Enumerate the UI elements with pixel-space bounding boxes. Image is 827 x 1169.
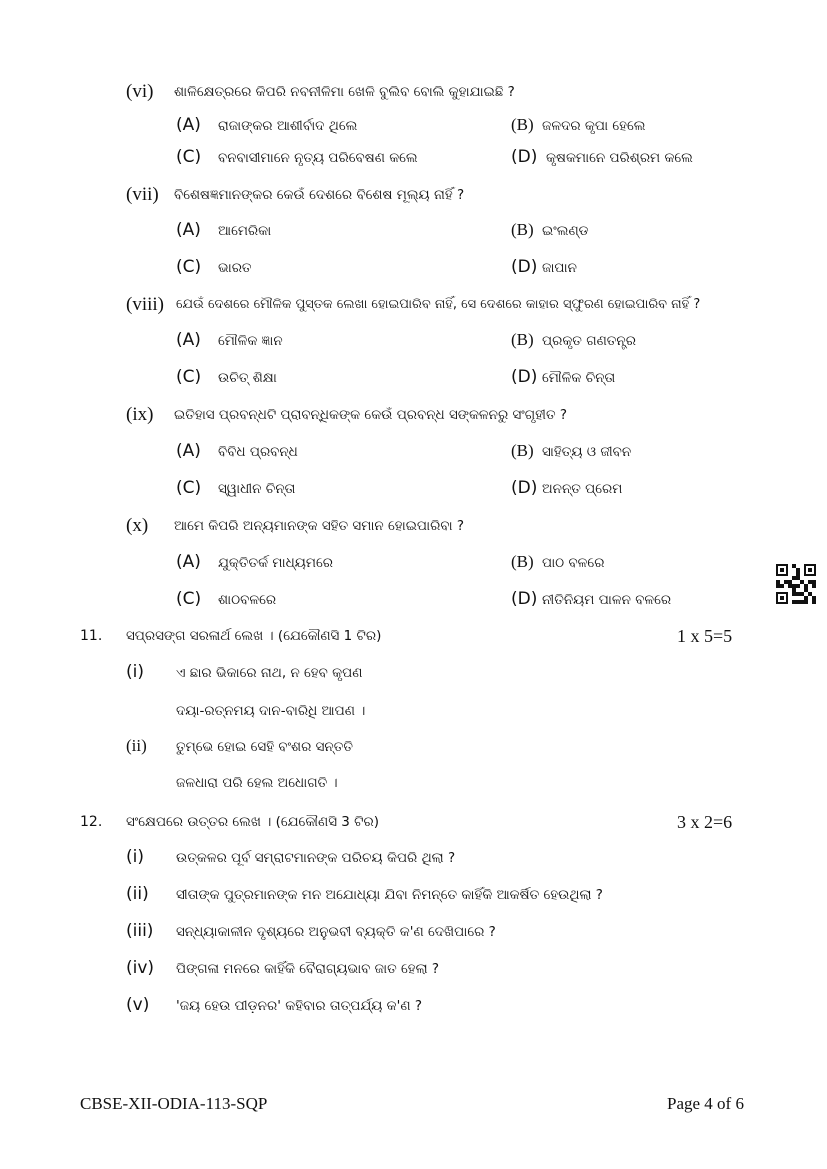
qr-code-icon (776, 564, 816, 604)
option-text: ସ୍ୱାଧୀନ ଚିନ୍ତା (218, 481, 296, 497)
option-text: କୃଷକମାନେ ପରିଶ୍ରମ କଲେ (546, 150, 693, 166)
item-text: ପିଙ୍ଗଳା ମନରେ କାହିଁକି ବୈରାଗ୍ୟଭାବ ଜାତ ହେଲା ? (176, 961, 440, 977)
question-number: (vi) (126, 81, 154, 102)
paper-code: CBSE-XII-ODIA-113-SQP (80, 1094, 268, 1113)
option-label: (D) (511, 478, 538, 498)
option-text: ରାଜାଙ୍କର ଆଶୀର୍ବାଦ ଥିଲେ (218, 118, 358, 134)
item-text: 'ଜୟ ହେଉ ପୀଡ଼ନର' କହିବାର ତାତ୍ପର୍ଯ୍ୟ କ'ଣ ? (176, 998, 423, 1014)
question-text: ଆମେ କିପରି ଅନ୍ୟମାନଙ୍କ ସହିତ ସମାନ ହୋଇପାରିବା ? (174, 518, 465, 534)
question-text: ବିଶେଷଜ୍ଞମାନଙ୍କର କେଉଁ ଦେଶରେ ବିଶେଷ ମୂଲ୍ୟ ନାହିଁ ? (174, 187, 465, 203)
option-label: (D) (511, 589, 538, 609)
option-label: (A) (176, 220, 201, 240)
option-text: ପ୍ରକୃତ ଗଣତନ୍ତ୍ର (542, 333, 636, 349)
option-label: (D) (511, 147, 538, 167)
option-label: (C) (176, 147, 202, 167)
item-text: ଉତ୍କଳର ପୂର୍ବ ସମ୍ରାଟମାନଙ୍କ ପରିଚୟ କିପରି ଥିଲା ? (176, 850, 456, 866)
option-label: (A) (176, 441, 201, 461)
item-text: ସନ୍ଧ୍ୟାକାଳୀନ ଦୃଶ୍ୟରେ ଅନୁଭବୀ ବ୍ୟକ୍ତି କ'ଣ ଦେଖିପାରେ ? (176, 924, 496, 940)
verse-line: ଜଳଧାରା ପରି ହେଲ ଅଧୋଗତି । (176, 775, 338, 791)
option-label: (A) (176, 115, 201, 135)
question-text: ଯେଉଁ ଦେଶରେ ମୌଳିକ ପୁସ୍ତକ ଲେଖା ହୋଇପାରିବ ନାହିଁ, ସେ ଦେଶରେ କାହାର ସ୍ଫୁରଣ ହୋଇପାରିବ ନାହିଁ ? (176, 297, 701, 312)
option-label: (D) (511, 367, 538, 387)
option-text: ସାହିତ୍ୟ ଓ ଜୀବନ (542, 444, 632, 460)
item-label: (ii) (126, 736, 147, 755)
option-label: (C) (176, 478, 202, 498)
option-label: (C) (176, 589, 202, 609)
marks: 1 x 5=5 (677, 626, 733, 646)
question-number: (vii) (126, 184, 159, 205)
question-text: ଶାଳିକ୍ଷେତ୍ରରେ କିପରି ନବନୀଳିମା ଖେଳି ବୁଲିବ ବୋଲି କୁହାଯାଇଛି ? (174, 84, 515, 100)
option-label: (B) (511, 441, 534, 460)
option-text: ଆମେରିକା (218, 223, 272, 239)
option-text: ଯୁକ୍ତିତର୍କ ମାଧ୍ୟମରେ (218, 555, 333, 571)
marks: 3 x 2=6 (677, 812, 733, 832)
option-text: ବନବାସୀମାନେ ନୃତ୍ୟ ପରିବେଷଣ କଲେ (218, 150, 418, 166)
item-label: (i) (126, 847, 144, 867)
option-label: (B) (511, 552, 534, 571)
question-text: ସଂକ୍ଷେପରେ ଉତ୍ତର ଲେଖ । (ଯେକୌଣସି 3 ଟିର) (126, 814, 380, 830)
option-label: (A) (176, 552, 201, 572)
option-text: ଅନନ୍ତ ପ୍ରେମ (542, 481, 623, 497)
option-label: (B) (511, 115, 534, 134)
verse-line: ଦୟା-ରତ୍ନମୟ ଦାନ-ବାରିଧି ଆପଣ । (176, 703, 366, 719)
item-label: (i) (126, 662, 144, 682)
question-number: 12. (80, 814, 103, 830)
option-label: (C) (176, 257, 202, 277)
item-label: (iv) (126, 958, 155, 978)
option-text: ନୀତିନିୟମ ପାଳନ ବଳରେ (542, 592, 672, 608)
verse-line: ଏ ଛାର ଭିକାରେ ନାଥ, ନ ହେବ କୃପଣ (176, 665, 363, 681)
option-text: ଜାପାନ (542, 260, 577, 276)
option-text: ଶାଠବଳରେ (218, 592, 277, 608)
option-label: (A) (176, 330, 201, 350)
option-text: ଉଚିତ୍ ଶିକ୍ଷା (218, 370, 277, 386)
question-number: (x) (126, 515, 149, 536)
item-text: ସୀତାଙ୍କ ପୁତ୍ରମାନଙ୍କ ମନ ଅଯୋଧ୍ୟା ଯିବା ନିମନ୍ତେ କାହିଁକି ଆକର୍ଷିତ ହେଉଥିଲା ? (176, 887, 603, 903)
option-label: (B) (511, 220, 534, 239)
question-number: 11. (80, 628, 103, 644)
option-label: (B) (511, 330, 534, 349)
page-number: Page 4 of 6 (667, 1094, 744, 1113)
option-text: ବିବିଧ ପ୍ରବନ୍ଧ (218, 444, 298, 460)
question-number: (ix) (126, 404, 154, 425)
question-text: ଇତିହାସ ପ୍ରବନ୍ଧଟି ପ୍ରାବନ୍ଧିକଙ୍କ କେଉଁ ପ୍ରବନ୍ଧ ସଙ୍କଳନରୁ ସଂଗୃହୀତ ? (174, 407, 568, 423)
option-label: (D) (511, 257, 538, 277)
item-label: (iii) (126, 921, 154, 941)
option-text: ଇଂଲଣ୍ଡ (542, 223, 589, 239)
item-label: (v) (126, 995, 150, 1015)
question-text: ସପ୍ରସଙ୍ଗ ସରଳାର୍ଥ ଲେଖ । (ଯେକୌଣସି 1 ଟିର) (126, 628, 382, 644)
option-label: (C) (176, 367, 202, 387)
option-text: ଜଳଦର କୃପା ହେଲେ (542, 118, 646, 134)
question-number: (viii) (126, 294, 164, 315)
option-text: ମୌଳିକ ଜ୍ଞାନ (218, 333, 283, 349)
verse-line: ତୁମ୍ଭେ ହୋଇ ସେହି ବଂଶର ସନ୍ତତି (176, 739, 353, 755)
option-text: ମୌଳିକ ଚିନ୍ତା (542, 370, 616, 386)
item-label: (ii) (126, 884, 149, 904)
option-text: ପାଠ ବଳରେ (542, 555, 605, 571)
option-text: ଭାରତ (218, 260, 252, 276)
